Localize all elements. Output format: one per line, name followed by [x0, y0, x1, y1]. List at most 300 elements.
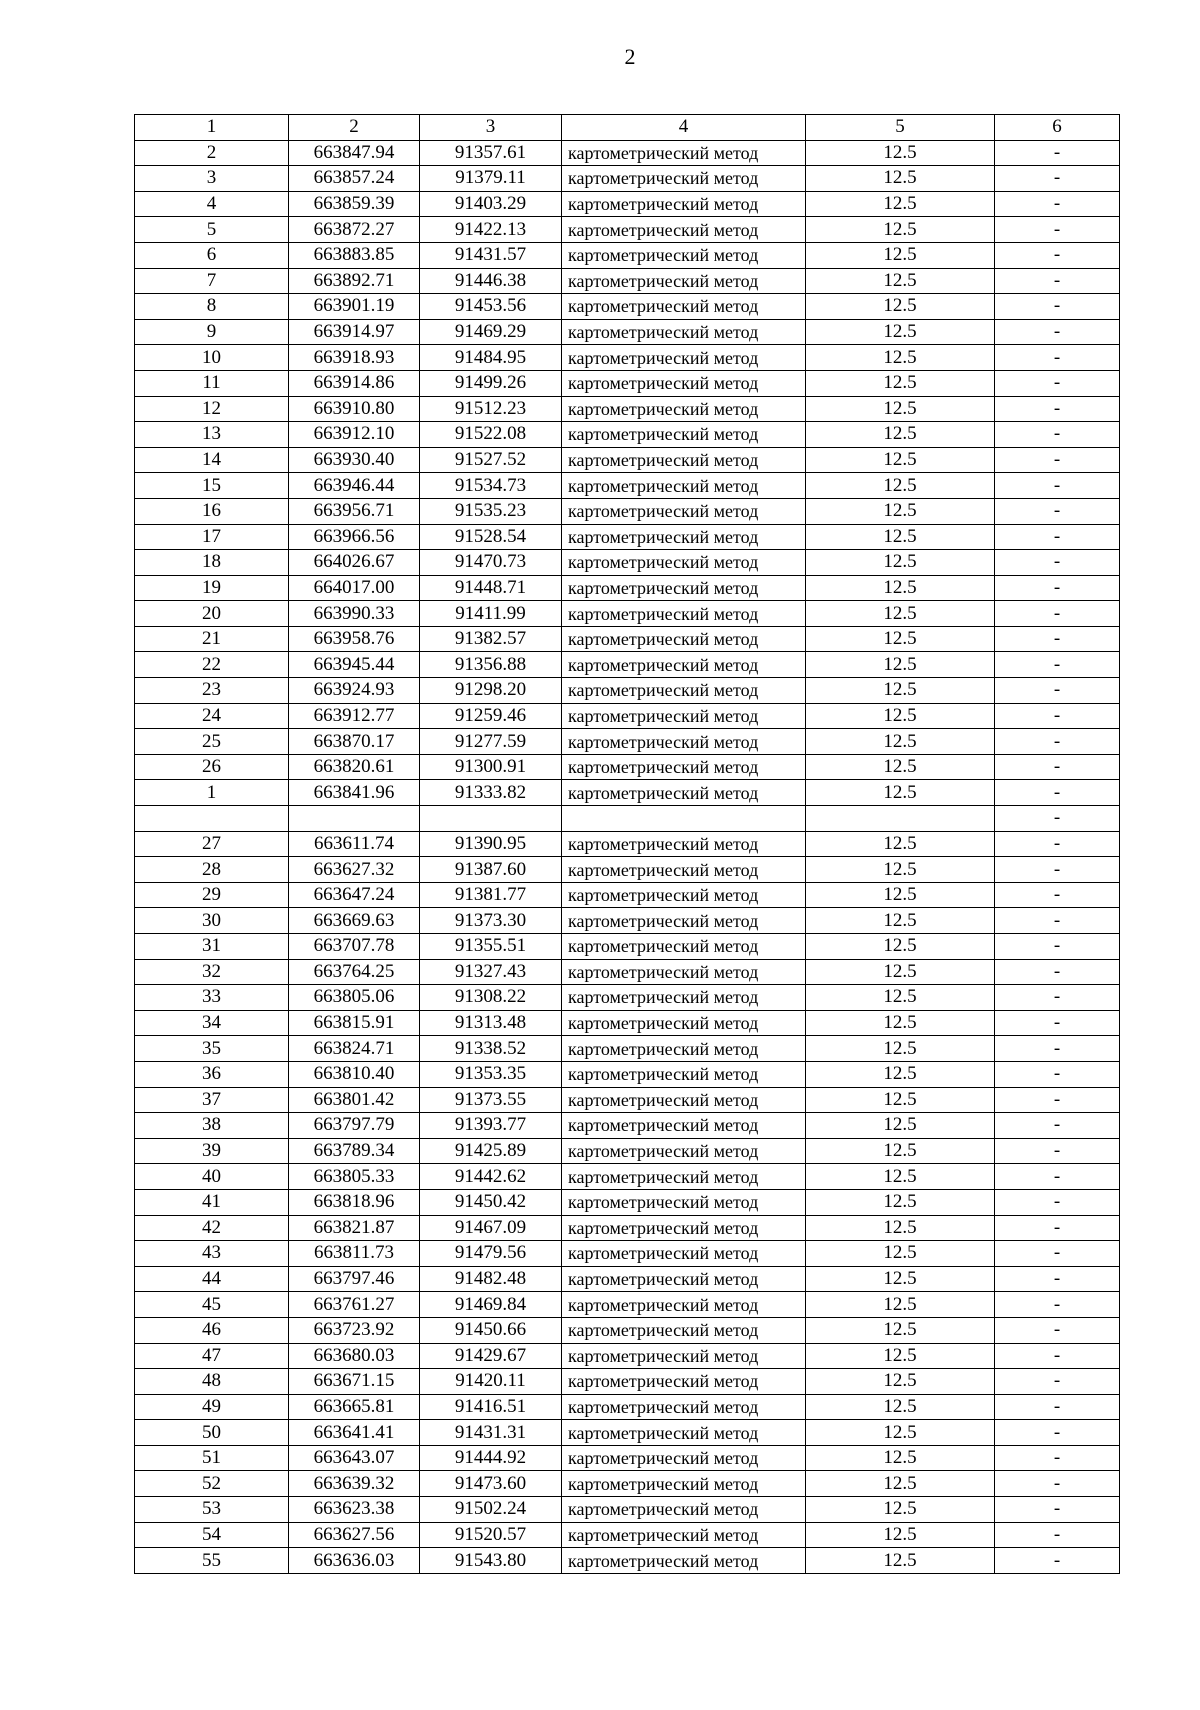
- x-coordinate-cell: 663870.17: [289, 729, 420, 755]
- y-coordinate-cell: 91300.91: [420, 754, 562, 780]
- point-number-cell: 3: [135, 166, 289, 192]
- accuracy-cell: 12.5: [806, 652, 995, 678]
- note-cell: -: [995, 985, 1120, 1011]
- accuracy-cell: 12.5: [806, 857, 995, 883]
- point-number-cell: 23: [135, 678, 289, 704]
- x-coordinate-cell: 663789.34: [289, 1138, 420, 1164]
- accuracy-cell: 12.5: [806, 601, 995, 627]
- table-row: [135, 831, 1120, 857]
- table-row: [135, 1292, 1120, 1318]
- y-coordinate-cell: 91527.52: [420, 447, 562, 473]
- y-coordinate-cell: [420, 806, 562, 832]
- x-coordinate-cell: 663761.27: [289, 1292, 420, 1318]
- method-cell: картометрический метод: [562, 1241, 806, 1267]
- accuracy-cell: 12.5: [806, 1061, 995, 1087]
- column-header: 3: [420, 115, 562, 141]
- accuracy-cell: 12.5: [806, 191, 995, 217]
- point-number-cell: 29: [135, 882, 289, 908]
- accuracy-cell: 12.5: [806, 319, 995, 345]
- method-cell: картометрический метод: [562, 498, 806, 524]
- x-coordinate-cell: 663966.56: [289, 524, 420, 550]
- accuracy-cell: 12.5: [806, 294, 995, 320]
- note-cell: -: [995, 1036, 1120, 1062]
- note-cell: -: [995, 1548, 1120, 1574]
- table-row: [135, 1113, 1120, 1139]
- table-row: [135, 1369, 1120, 1395]
- x-coordinate-cell: 663805.06: [289, 985, 420, 1011]
- point-number-cell: 6: [135, 242, 289, 268]
- table-row: [135, 1445, 1120, 1471]
- point-number-cell: 5: [135, 217, 289, 243]
- y-coordinate-cell: 91522.08: [420, 422, 562, 448]
- accuracy-cell: 12.5: [806, 754, 995, 780]
- note-cell: -: [995, 1445, 1120, 1471]
- x-coordinate-cell: 663892.71: [289, 268, 420, 294]
- method-cell: картометрический метод: [562, 242, 806, 268]
- point-number-cell: 46: [135, 1317, 289, 1343]
- table-header-row: [135, 115, 1120, 141]
- note-cell: -: [995, 1471, 1120, 1497]
- table-row: [135, 780, 1120, 806]
- note-cell: -: [995, 806, 1120, 832]
- x-coordinate-cell: 663824.71: [289, 1036, 420, 1062]
- note-cell: -: [995, 1010, 1120, 1036]
- point-number-cell: 26: [135, 754, 289, 780]
- y-coordinate-cell: 91390.95: [420, 831, 562, 857]
- y-coordinate-cell: 91382.57: [420, 626, 562, 652]
- point-number-cell: 42: [135, 1215, 289, 1241]
- y-coordinate-cell: 91469.84: [420, 1292, 562, 1318]
- y-coordinate-cell: 91543.80: [420, 1548, 562, 1574]
- method-cell: картометрический метод: [562, 703, 806, 729]
- method-cell: картометрический метод: [562, 1471, 806, 1497]
- method-cell: картометрический метод: [562, 370, 806, 396]
- y-coordinate-cell: 91411.99: [420, 601, 562, 627]
- accuracy-cell: 12.5: [806, 242, 995, 268]
- method-cell: картометрический метод: [562, 1189, 806, 1215]
- accuracy-cell: 12.5: [806, 1266, 995, 1292]
- table-row: [135, 985, 1120, 1011]
- note-cell: -: [995, 1189, 1120, 1215]
- y-coordinate-cell: 91355.51: [420, 934, 562, 960]
- x-coordinate-cell: 663627.56: [289, 1522, 420, 1548]
- x-coordinate-cell: 663639.32: [289, 1471, 420, 1497]
- table-row: [135, 1471, 1120, 1497]
- y-coordinate-cell: 91442.62: [420, 1164, 562, 1190]
- y-coordinate-cell: 91420.11: [420, 1369, 562, 1395]
- x-coordinate-cell: 663818.96: [289, 1189, 420, 1215]
- table-row: [135, 1087, 1120, 1113]
- accuracy-cell: 12.5: [806, 1036, 995, 1062]
- note-cell: -: [995, 140, 1120, 166]
- note-cell: -: [995, 1164, 1120, 1190]
- method-cell: картометрический метод: [562, 1292, 806, 1318]
- x-coordinate-cell: 663914.97: [289, 319, 420, 345]
- y-coordinate-cell: 91528.54: [420, 524, 562, 550]
- table-row: [135, 934, 1120, 960]
- method-cell: картометрический метод: [562, 1215, 806, 1241]
- note-cell: -: [995, 217, 1120, 243]
- point-number-cell: 47: [135, 1343, 289, 1369]
- y-coordinate-cell: 91298.20: [420, 678, 562, 704]
- accuracy-cell: 12.5: [806, 1010, 995, 1036]
- accuracy-cell: 12.5: [806, 473, 995, 499]
- table-row: [135, 1394, 1120, 1420]
- table-row: [135, 370, 1120, 396]
- point-number-cell: 19: [135, 575, 289, 601]
- x-coordinate-cell: 663815.91: [289, 1010, 420, 1036]
- x-coordinate-cell: 663707.78: [289, 934, 420, 960]
- accuracy-cell: [806, 806, 995, 832]
- point-number-cell: 45: [135, 1292, 289, 1318]
- accuracy-cell: 12.5: [806, 959, 995, 985]
- accuracy-cell: 12.5: [806, 575, 995, 601]
- x-coordinate-cell: 663810.40: [289, 1061, 420, 1087]
- note-cell: -: [995, 498, 1120, 524]
- x-coordinate-cell: 663847.94: [289, 140, 420, 166]
- note-cell: -: [995, 626, 1120, 652]
- table-row: [135, 1497, 1120, 1523]
- method-cell: картометрический метод: [562, 1010, 806, 1036]
- x-coordinate-cell: 663627.32: [289, 857, 420, 883]
- accuracy-cell: 12.5: [806, 1138, 995, 1164]
- note-cell: -: [995, 1420, 1120, 1446]
- point-number-cell: 12: [135, 396, 289, 422]
- note-cell: -: [995, 268, 1120, 294]
- note-cell: -: [995, 703, 1120, 729]
- accuracy-cell: 12.5: [806, 729, 995, 755]
- table-row: [135, 447, 1120, 473]
- y-coordinate-cell: 91353.35: [420, 1061, 562, 1087]
- point-number-cell: 27: [135, 831, 289, 857]
- method-cell: картометрический метод: [562, 985, 806, 1011]
- note-cell: -: [995, 1343, 1120, 1369]
- point-number-cell: 18: [135, 550, 289, 576]
- table-row: [135, 191, 1120, 217]
- table-row: [135, 678, 1120, 704]
- method-cell: картометрический метод: [562, 1087, 806, 1113]
- y-coordinate-cell: 91484.95: [420, 345, 562, 371]
- table-row: [135, 396, 1120, 422]
- y-coordinate-cell: 91379.11: [420, 166, 562, 192]
- accuracy-cell: 12.5: [806, 626, 995, 652]
- x-coordinate-cell: 663797.46: [289, 1266, 420, 1292]
- column-header: 1: [135, 115, 289, 141]
- point-number-cell: 8: [135, 294, 289, 320]
- point-number-cell: 55: [135, 1548, 289, 1574]
- column-header: 4: [562, 115, 806, 141]
- table-row: [135, 1138, 1120, 1164]
- accuracy-cell: 12.5: [806, 140, 995, 166]
- note-cell: -: [995, 447, 1120, 473]
- method-cell: картометрический метод: [562, 217, 806, 243]
- method-cell: картометрический метод: [562, 1394, 806, 1420]
- x-coordinate-cell: 663643.07: [289, 1445, 420, 1471]
- x-coordinate-cell: 663820.61: [289, 754, 420, 780]
- y-coordinate-cell: 91333.82: [420, 780, 562, 806]
- point-number-cell: 40: [135, 1164, 289, 1190]
- y-coordinate-cell: 91431.57: [420, 242, 562, 268]
- note-cell: -: [995, 908, 1120, 934]
- method-cell: картометрический метод: [562, 1138, 806, 1164]
- x-coordinate-cell: 663901.19: [289, 294, 420, 320]
- method-cell: картометрический метод: [562, 396, 806, 422]
- y-coordinate-cell: 91479.56: [420, 1241, 562, 1267]
- table-row: [135, 1266, 1120, 1292]
- accuracy-cell: 12.5: [806, 1189, 995, 1215]
- accuracy-cell: 12.5: [806, 1292, 995, 1318]
- x-coordinate-cell: 663811.73: [289, 1241, 420, 1267]
- note-cell: -: [995, 1215, 1120, 1241]
- x-coordinate-cell: 663930.40: [289, 447, 420, 473]
- table-row: [135, 729, 1120, 755]
- note-cell: -: [995, 729, 1120, 755]
- point-number-cell: 52: [135, 1471, 289, 1497]
- note-cell: -: [995, 1113, 1120, 1139]
- y-coordinate-cell: 91502.24: [420, 1497, 562, 1523]
- note-cell: -: [995, 575, 1120, 601]
- point-number-cell: 49: [135, 1394, 289, 1420]
- method-cell: картометрический метод: [562, 1266, 806, 1292]
- method-cell: картометрический метод: [562, 1317, 806, 1343]
- table-row: [135, 806, 1120, 832]
- accuracy-cell: 12.5: [806, 345, 995, 371]
- x-coordinate-cell: 663841.96: [289, 780, 420, 806]
- accuracy-cell: 12.5: [806, 166, 995, 192]
- y-coordinate-cell: 91425.89: [420, 1138, 562, 1164]
- x-coordinate-cell: 663671.15: [289, 1369, 420, 1395]
- method-cell: картометрический метод: [562, 268, 806, 294]
- note-cell: -: [995, 550, 1120, 576]
- method-cell: картометрический метод: [562, 319, 806, 345]
- note-cell: -: [995, 1292, 1120, 1318]
- method-cell: картометрический метод: [562, 1420, 806, 1446]
- coordinates-table: [134, 114, 1120, 1574]
- point-number-cell: 44: [135, 1266, 289, 1292]
- point-number-cell: 9: [135, 319, 289, 345]
- point-number-cell: 4: [135, 191, 289, 217]
- method-cell: картометрический метод: [562, 1522, 806, 1548]
- point-number-cell: 38: [135, 1113, 289, 1139]
- accuracy-cell: 12.5: [806, 934, 995, 960]
- y-coordinate-cell: 91416.51: [420, 1394, 562, 1420]
- point-number-cell: 24: [135, 703, 289, 729]
- method-cell: картометрический метод: [562, 1036, 806, 1062]
- y-coordinate-cell: 91473.60: [420, 1471, 562, 1497]
- table-row: [135, 1215, 1120, 1241]
- y-coordinate-cell: 91446.38: [420, 268, 562, 294]
- point-number-cell: 43: [135, 1241, 289, 1267]
- point-number-cell: 11: [135, 370, 289, 396]
- note-cell: -: [995, 1241, 1120, 1267]
- accuracy-cell: 12.5: [806, 1420, 995, 1446]
- point-number-cell: 20: [135, 601, 289, 627]
- accuracy-cell: 12.5: [806, 831, 995, 857]
- point-number-cell: 35: [135, 1036, 289, 1062]
- method-cell: картометрический метод: [562, 882, 806, 908]
- x-coordinate-cell: 663990.33: [289, 601, 420, 627]
- point-number-cell: 10: [135, 345, 289, 371]
- method-cell: картометрический метод: [562, 140, 806, 166]
- x-coordinate-cell: 663805.33: [289, 1164, 420, 1190]
- note-cell: -: [995, 1317, 1120, 1343]
- table-row: [135, 1343, 1120, 1369]
- point-number-cell: 39: [135, 1138, 289, 1164]
- y-coordinate-cell: 91422.13: [420, 217, 562, 243]
- table-row: [135, 1522, 1120, 1548]
- method-cell: картометрический метод: [562, 780, 806, 806]
- point-number-cell: 36: [135, 1061, 289, 1087]
- note-cell: -: [995, 780, 1120, 806]
- method-cell: картометрический метод: [562, 857, 806, 883]
- note-cell: -: [995, 1369, 1120, 1395]
- method-cell: картометрический метод: [562, 575, 806, 601]
- table-row: [135, 908, 1120, 934]
- y-coordinate-cell: 91259.46: [420, 703, 562, 729]
- note-cell: -: [995, 294, 1120, 320]
- accuracy-cell: 12.5: [806, 1522, 995, 1548]
- table-row: [135, 882, 1120, 908]
- accuracy-cell: 12.5: [806, 1113, 995, 1139]
- x-coordinate-cell: 663611.74: [289, 831, 420, 857]
- method-cell: картометрический метод: [562, 1061, 806, 1087]
- table-row: [135, 1061, 1120, 1087]
- x-coordinate-cell: 663801.42: [289, 1087, 420, 1113]
- table-row: [135, 626, 1120, 652]
- table-body: [135, 140, 1120, 1573]
- accuracy-cell: 12.5: [806, 1087, 995, 1113]
- x-coordinate-cell: 663680.03: [289, 1343, 420, 1369]
- accuracy-cell: 12.5: [806, 1548, 995, 1574]
- note-cell: -: [995, 857, 1120, 883]
- y-coordinate-cell: 91467.09: [420, 1215, 562, 1241]
- point-number-cell: 50: [135, 1420, 289, 1446]
- x-coordinate-cell: 663797.79: [289, 1113, 420, 1139]
- point-number-cell: 25: [135, 729, 289, 755]
- table-row: [135, 1164, 1120, 1190]
- accuracy-cell: 12.5: [806, 703, 995, 729]
- method-cell: картометрический метод: [562, 934, 806, 960]
- point-number-cell: 21: [135, 626, 289, 652]
- y-coordinate-cell: 91535.23: [420, 498, 562, 524]
- method-cell: картометрический метод: [562, 524, 806, 550]
- table-row: [135, 1010, 1120, 1036]
- accuracy-cell: 12.5: [806, 422, 995, 448]
- table-row: [135, 1036, 1120, 1062]
- note-cell: -: [995, 934, 1120, 960]
- table-row: [135, 1241, 1120, 1267]
- note-cell: -: [995, 1497, 1120, 1523]
- x-coordinate-cell: 663859.39: [289, 191, 420, 217]
- accuracy-cell: 12.5: [806, 550, 995, 576]
- note-cell: -: [995, 1061, 1120, 1087]
- note-cell: -: [995, 319, 1120, 345]
- table-row: [135, 268, 1120, 294]
- y-coordinate-cell: 91356.88: [420, 652, 562, 678]
- table-row: [135, 345, 1120, 371]
- column-header: 2: [289, 115, 420, 141]
- method-cell: картометрический метод: [562, 626, 806, 652]
- y-coordinate-cell: 91338.52: [420, 1036, 562, 1062]
- method-cell: картометрический метод: [562, 908, 806, 934]
- method-cell: картометрический метод: [562, 1164, 806, 1190]
- y-coordinate-cell: 91277.59: [420, 729, 562, 755]
- x-coordinate-cell: 663918.93: [289, 345, 420, 371]
- y-coordinate-cell: 91381.77: [420, 882, 562, 908]
- x-coordinate-cell: 663623.38: [289, 1497, 420, 1523]
- note-cell: -: [995, 1522, 1120, 1548]
- method-cell: картометрический метод: [562, 1548, 806, 1574]
- y-coordinate-cell: 91450.42: [420, 1189, 562, 1215]
- column-header: 5: [806, 115, 995, 141]
- table-row: [135, 294, 1120, 320]
- point-number-cell: 32: [135, 959, 289, 985]
- x-coordinate-cell: [289, 806, 420, 832]
- point-number-cell: 54: [135, 1522, 289, 1548]
- table-row: [135, 652, 1120, 678]
- page-number: 2: [624, 44, 636, 69]
- table-row: [135, 1548, 1120, 1574]
- y-coordinate-cell: 91520.57: [420, 1522, 562, 1548]
- x-coordinate-cell: 663665.81: [289, 1394, 420, 1420]
- note-cell: -: [995, 396, 1120, 422]
- x-coordinate-cell: 663946.44: [289, 473, 420, 499]
- note-cell: -: [995, 473, 1120, 499]
- accuracy-cell: 12.5: [806, 678, 995, 704]
- table-row: [135, 140, 1120, 166]
- x-coordinate-cell: 664026.67: [289, 550, 420, 576]
- point-number-cell: 48: [135, 1369, 289, 1395]
- table-row: [135, 217, 1120, 243]
- accuracy-cell: 12.5: [806, 268, 995, 294]
- x-coordinate-cell: 663883.85: [289, 242, 420, 268]
- method-cell: картометрический метод: [562, 294, 806, 320]
- y-coordinate-cell: 91499.26: [420, 370, 562, 396]
- y-coordinate-cell: 91450.66: [420, 1317, 562, 1343]
- note-cell: -: [995, 652, 1120, 678]
- point-number-cell: 51: [135, 1445, 289, 1471]
- point-number-cell: 15: [135, 473, 289, 499]
- table-row: [135, 242, 1120, 268]
- x-coordinate-cell: 663956.71: [289, 498, 420, 524]
- y-coordinate-cell: 91453.56: [420, 294, 562, 320]
- method-cell: картометрический метод: [562, 166, 806, 192]
- accuracy-cell: 12.5: [806, 1369, 995, 1395]
- method-cell: картометрический метод: [562, 831, 806, 857]
- method-cell: картометрический метод: [562, 447, 806, 473]
- accuracy-cell: 12.5: [806, 1471, 995, 1497]
- point-number-cell: [135, 806, 289, 832]
- note-cell: -: [995, 678, 1120, 704]
- point-number-cell: 14: [135, 447, 289, 473]
- method-cell: картометрический метод: [562, 1369, 806, 1395]
- method-cell: картометрический метод: [562, 345, 806, 371]
- x-coordinate-cell: 663669.63: [289, 908, 420, 934]
- note-cell: -: [995, 882, 1120, 908]
- table-row: [135, 550, 1120, 576]
- y-coordinate-cell: 91393.77: [420, 1113, 562, 1139]
- accuracy-cell: 12.5: [806, 1164, 995, 1190]
- table-row: [135, 1317, 1120, 1343]
- method-cell: картометрический метод: [562, 678, 806, 704]
- accuracy-cell: 12.5: [806, 908, 995, 934]
- y-coordinate-cell: 91469.29: [420, 319, 562, 345]
- accuracy-cell: 12.5: [806, 1497, 995, 1523]
- note-cell: -: [995, 959, 1120, 985]
- point-number-cell: 28: [135, 857, 289, 883]
- table-row: [135, 601, 1120, 627]
- x-coordinate-cell: 663821.87: [289, 1215, 420, 1241]
